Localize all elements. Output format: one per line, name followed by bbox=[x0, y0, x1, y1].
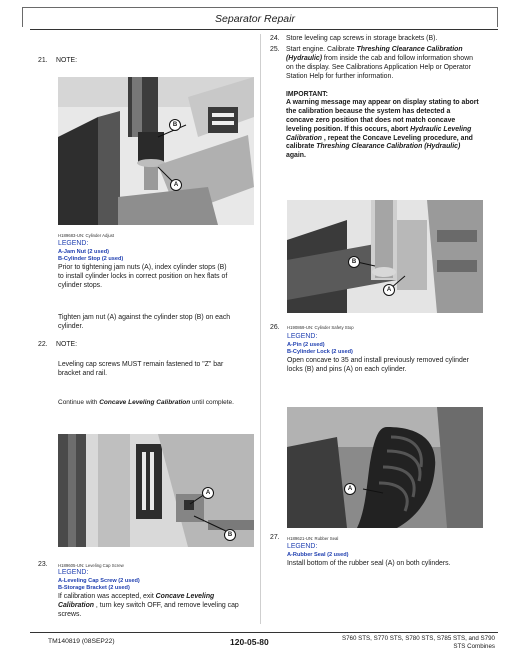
step-26-number: 26. bbox=[270, 324, 280, 331]
legend-title: LEGEND: bbox=[287, 333, 318, 340]
step-21-note-line: Tighten jam nut (A) against the cylinder stop (B) on each bbox=[58, 314, 231, 321]
step-25-line: Start engine. Calibrate Threshing Clearance Calibration bbox=[286, 46, 463, 53]
callout-a: A bbox=[344, 483, 356, 495]
legend-title: LEGEND: bbox=[287, 543, 318, 550]
step-25-line: on the display. See Calibrations Application Help or Operator bbox=[286, 64, 471, 71]
legend-item: B-Cylinder Lock (2 used) bbox=[287, 349, 353, 355]
footer-page-number: 120-05-80 bbox=[230, 637, 269, 647]
figure-cylinder-adjust bbox=[58, 77, 254, 225]
step-21-note-line: cylinder. bbox=[58, 323, 84, 330]
step-23-line: If calibration was accepted, exit Concave Leveling bbox=[58, 593, 215, 600]
warning-line: concave zero position that does not match concave bbox=[286, 117, 456, 124]
step-22-note-line: bracket and rail. bbox=[58, 370, 108, 377]
step-22-note-line: Leveling cap screws MUST remain fastened to "Z" bar bbox=[58, 361, 224, 368]
column-divider bbox=[260, 34, 261, 624]
header-rule bbox=[30, 29, 498, 30]
warning-line: leveling position. If this occurs, abort Hydraulic Leveling bbox=[286, 126, 472, 133]
callout-b: B bbox=[348, 256, 360, 268]
legend-item: A-Pin (2 used) bbox=[287, 342, 325, 348]
legend-title: LEGEND: bbox=[58, 240, 89, 247]
step-27-line: Install bottom of the rubber seal (A) on both cylinders. bbox=[287, 560, 451, 567]
step-23-line: Calibration , turn key switch OFF, and remove leveling cap bbox=[58, 602, 239, 609]
footer-doc-id: TM140819 (08SEP22) bbox=[48, 638, 115, 645]
warning-line: Calibration , repeat the Concave Leveling procedure, and bbox=[286, 135, 473, 142]
step-26-line: locks (B) and pins (A) on each cylinder. bbox=[287, 366, 407, 373]
figure-caption: H189683-UN: Cylinder Adjust bbox=[58, 233, 115, 238]
warning-line: calibrate Threshing Clearance Calibration (Hydraulic) bbox=[286, 143, 461, 150]
callout-b: B bbox=[169, 119, 181, 131]
warning-line: A warning message may appear on display stating to abort bbox=[286, 99, 479, 106]
warning-line: again. bbox=[286, 152, 306, 159]
legend-item: A-Jam Nut (2 used) bbox=[58, 249, 109, 255]
step-21-number: 21. bbox=[38, 57, 48, 64]
footer-models-line: STS Combines bbox=[453, 642, 495, 650]
figure-rubber-seal bbox=[287, 407, 483, 528]
step-21-para-line: to install cylinder locks in correct position on hex flats of bbox=[58, 273, 228, 280]
header-frame-top bbox=[22, 7, 498, 8]
step-21-para-line: Prior to tightening jam nuts (A), index cylinder stops (B) bbox=[58, 264, 227, 271]
warning-line: the calibration because the system has detected a bbox=[286, 108, 451, 115]
footer-models-line: S760 STS, S770 STS, S780 STS, S785 STS, and S790 bbox=[341, 635, 495, 642]
figure-caption: H189605-UN: Leveling Cap Screw bbox=[58, 563, 124, 568]
step-24-text: Store leveling cap screws in storage brackets (B). bbox=[286, 35, 438, 42]
callout-a: A bbox=[202, 487, 214, 499]
step-25-line: Station Help for further information. bbox=[286, 73, 394, 80]
figure-caption: H190869-UN: Cylinder Safety Stop bbox=[287, 325, 354, 330]
legend-title: LEGEND: bbox=[58, 569, 89, 576]
legend-item: A-Rubber Seal (2 used) bbox=[287, 552, 349, 558]
figure-cylinder-safety-stop bbox=[287, 200, 483, 313]
callout-a: A bbox=[383, 284, 395, 296]
step-23-line: screws. bbox=[58, 611, 82, 618]
step-25-number: 25. bbox=[270, 46, 280, 53]
callout-b: B bbox=[224, 529, 236, 541]
step-25-line: (Hydraulic) from inside the cab and follow information shown bbox=[286, 55, 473, 62]
step-21-para-line: cylinder stops. bbox=[58, 282, 103, 289]
legend-item: A-Leveling Cap Screw (2 used) bbox=[58, 578, 140, 584]
legend-item: B-Cylinder Stop (2 used) bbox=[58, 256, 124, 262]
callout-a: A bbox=[170, 179, 182, 191]
footer-models bbox=[300, 635, 495, 650]
footer-rule bbox=[30, 632, 498, 633]
step-23-number: 23. bbox=[38, 561, 48, 568]
step-24-number: 24. bbox=[270, 35, 280, 42]
step-26-line: Open concave to 35 and install previously removed cylinder bbox=[287, 357, 469, 364]
step-27-number: 27. bbox=[270, 534, 280, 541]
step-21-note-label: NOTE: bbox=[56, 57, 78, 64]
legend-item: B-Storage Bracket (2 used) bbox=[58, 585, 130, 591]
step-22-note-label: NOTE: bbox=[56, 341, 78, 348]
important-label: IMPORTANT: bbox=[286, 91, 328, 98]
step-22-number: 22. bbox=[38, 341, 48, 348]
figure-caption: H189621-UN: Rubber Seal bbox=[287, 536, 339, 541]
step-22-continue: Continue with Concave Leveling Calibration until complete. bbox=[58, 399, 234, 406]
page-title: Separator Repair bbox=[215, 13, 295, 25]
